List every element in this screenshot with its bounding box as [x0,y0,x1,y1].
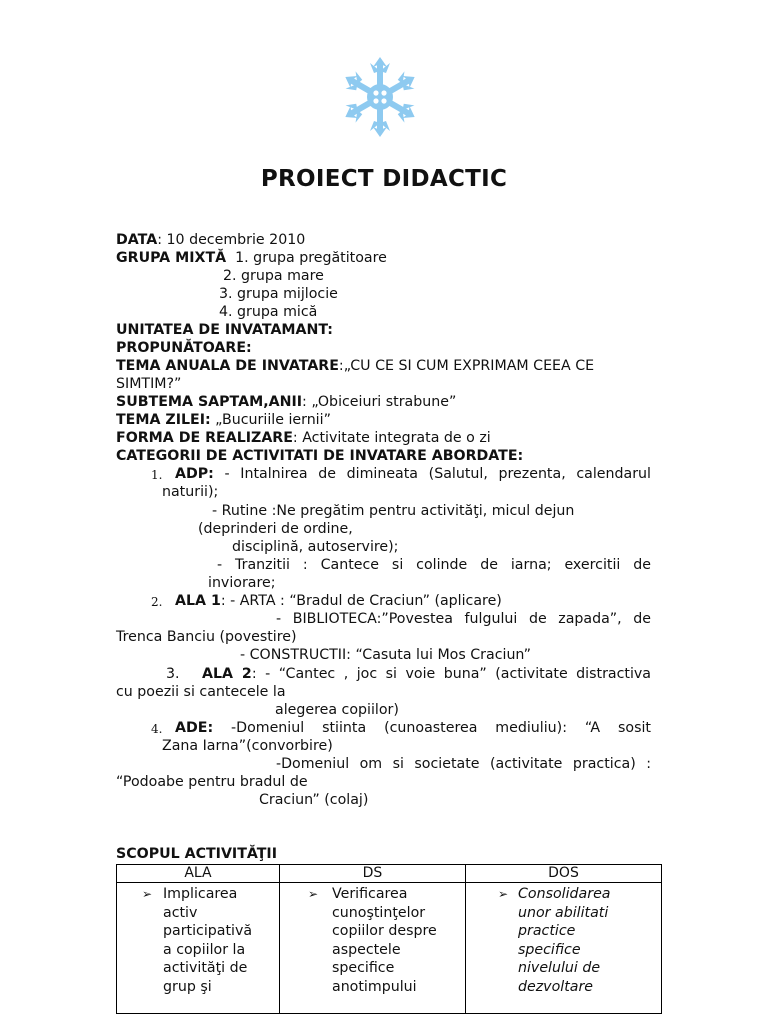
ala1-line: - CONSTRUCTII: “Casuta lui Mos Craciun” [240,647,531,663]
forma-label: FORMA DE REALIZARE [116,430,293,446]
adp-line: - Rutine :Ne pregătim pentru activităţi, micul dejun [212,503,575,519]
ala2-line: ALA 2: - “Cantec , joc si voie buna” (activitate distractiva [202,666,652,682]
cell-line: copiilor despre [332,923,437,939]
cell-line: cunoştinţelor [332,904,426,921]
ade-line: Craciun” (colaj) [259,792,369,808]
grupa-line [116,249,387,267]
tema-zilei-label: TEMA ZILEI: [116,412,211,428]
ala2-line: alegerea copiilor) [275,702,399,718]
ala1-line: Trenca Banciu (povestire) [116,629,297,645]
grupa-item: 4. grupa mică [219,304,318,320]
table-cell-dos [466,883,662,1014]
snowflake-center [367,84,393,110]
table-cell-ala [117,883,280,1014]
grupa-item: 2. grupa mare [223,268,324,284]
cell-line: activităţi de [163,960,248,976]
ade-line: -Domeniul om si societate (activitate practica) : [276,756,651,772]
ade-line: ADE: -Domeniul stiinta (cunoasterea mediuliu): “A sosit [175,720,651,736]
categorii-heading: CATEGORII DE ACTIVITATI DE INVATARE ABORDATE: [116,448,524,464]
cell-line: anotimpului [332,978,417,995]
forma-value: : Activitate integrata de o zi [292,430,491,446]
cell-line: practice [518,923,576,939]
unitatea-heading: UNITATEA DE INVATAMANT: [116,322,333,338]
list-number: 1. [151,468,163,482]
table-row [117,883,662,1014]
snowflake-arm-top [370,57,390,85]
cell-line: a copiilor la [163,941,246,958]
grupa-item: 1. grupa pregătitoare [235,250,387,266]
cell-line: participativă [163,923,253,939]
cell-line: aspectele [332,941,401,958]
adp-line: naturii); [162,484,219,500]
table-cell-ds [280,883,466,1014]
snowflake-logo [338,57,422,137]
cell-line: Consolidarea [518,886,611,902]
snowflake-arms [340,57,419,137]
data-line [116,231,305,249]
table-header: ALA [117,865,280,883]
table-header: DS [280,865,466,883]
arrow-bullet-icon: ➢ [308,887,319,901]
ala1-line: ALA 1: - ARTA : “Bradul de Craciun” (aplicare) [175,593,502,609]
cell-line: dezvoltare [518,978,594,995]
ala2-line: cu poezii si cantecele la [116,684,286,700]
cell-line: grup şi [163,978,212,995]
list-number: 3. [166,666,180,682]
cell-line: nivelului de [518,960,601,976]
list-number: 2. [151,595,163,609]
data-label: DATA [116,232,158,248]
ade-line: “Podoabe pentru bradul de [116,774,308,790]
tema-anuala-label: TEMA ANUALA DE INVATARE [116,358,339,374]
propunatoare-heading: PROPUNĂTOARE: [116,340,252,356]
list-number: 4. [151,722,163,736]
arrow-bullet-icon: ➢ [498,887,509,901]
cell-line: unor abilitati [518,904,609,921]
adp-line: - Tranzitii : Cantece si colinde de iarna; exercitii de [217,557,651,573]
grupa-label: GRUPA MIXTĂ [116,250,227,266]
cell-line: specifice [332,960,395,976]
forma-line [116,429,491,447]
document-title: PROIECT DIDACTIC [260,166,508,192]
adp-line: (deprinderi de ordine, [198,521,353,537]
adp-line: ADP: - Intalnirea de dimineata (Salutul, prezenta, calendarul [175,466,651,482]
scopul-heading: SCOPUL ACTIVITĂŢII [116,846,277,862]
data-value: : 10 decembrie 2010 [157,232,306,248]
adp-line: disciplină, autoservire); [232,539,399,555]
snowflake-arm-4 [370,109,390,137]
adp-line: inviorare; [208,575,276,591]
objectives-table [116,864,662,1014]
subtema-label: SUBTEMA SAPTAM,ANII [116,394,303,410]
grupa-item: 3. grupa mijlocie [219,286,338,302]
table-header-row [117,865,662,883]
subtema-value: : „Obiceiuri strabune” [302,394,457,410]
adp-label: ADP: [175,466,214,482]
cell-line: Implicarea [163,886,238,902]
subtema-line [116,393,456,411]
tema-anuala-line [116,357,594,375]
ala2-label: ALA 2 [202,666,252,682]
tema-zilei-line [116,411,331,429]
tema-zilei-value: „Bucuriile iernii” [210,412,331,428]
ade-label: ADE: [175,720,214,736]
cell-line: specifice [518,941,581,958]
cell-line: Verificarea [332,886,408,902]
arrow-bullet-icon: ➢ [142,887,153,901]
ala1-line: - BIBLIOTECA:”Povestea fulgului de zapada”, de [276,611,651,627]
table-header: DOS [466,865,662,883]
tema-anuala-value: :„CU CE SI CUM EXPRIMAM CEEA CE [338,358,595,374]
ala1-label: ALA 1 [175,593,221,609]
ade-line: Zana Iarna”(convorbire) [162,738,333,754]
cell-line: activ [163,904,198,921]
tema-anuala-value-cont: SIMTIM?” [116,376,182,392]
